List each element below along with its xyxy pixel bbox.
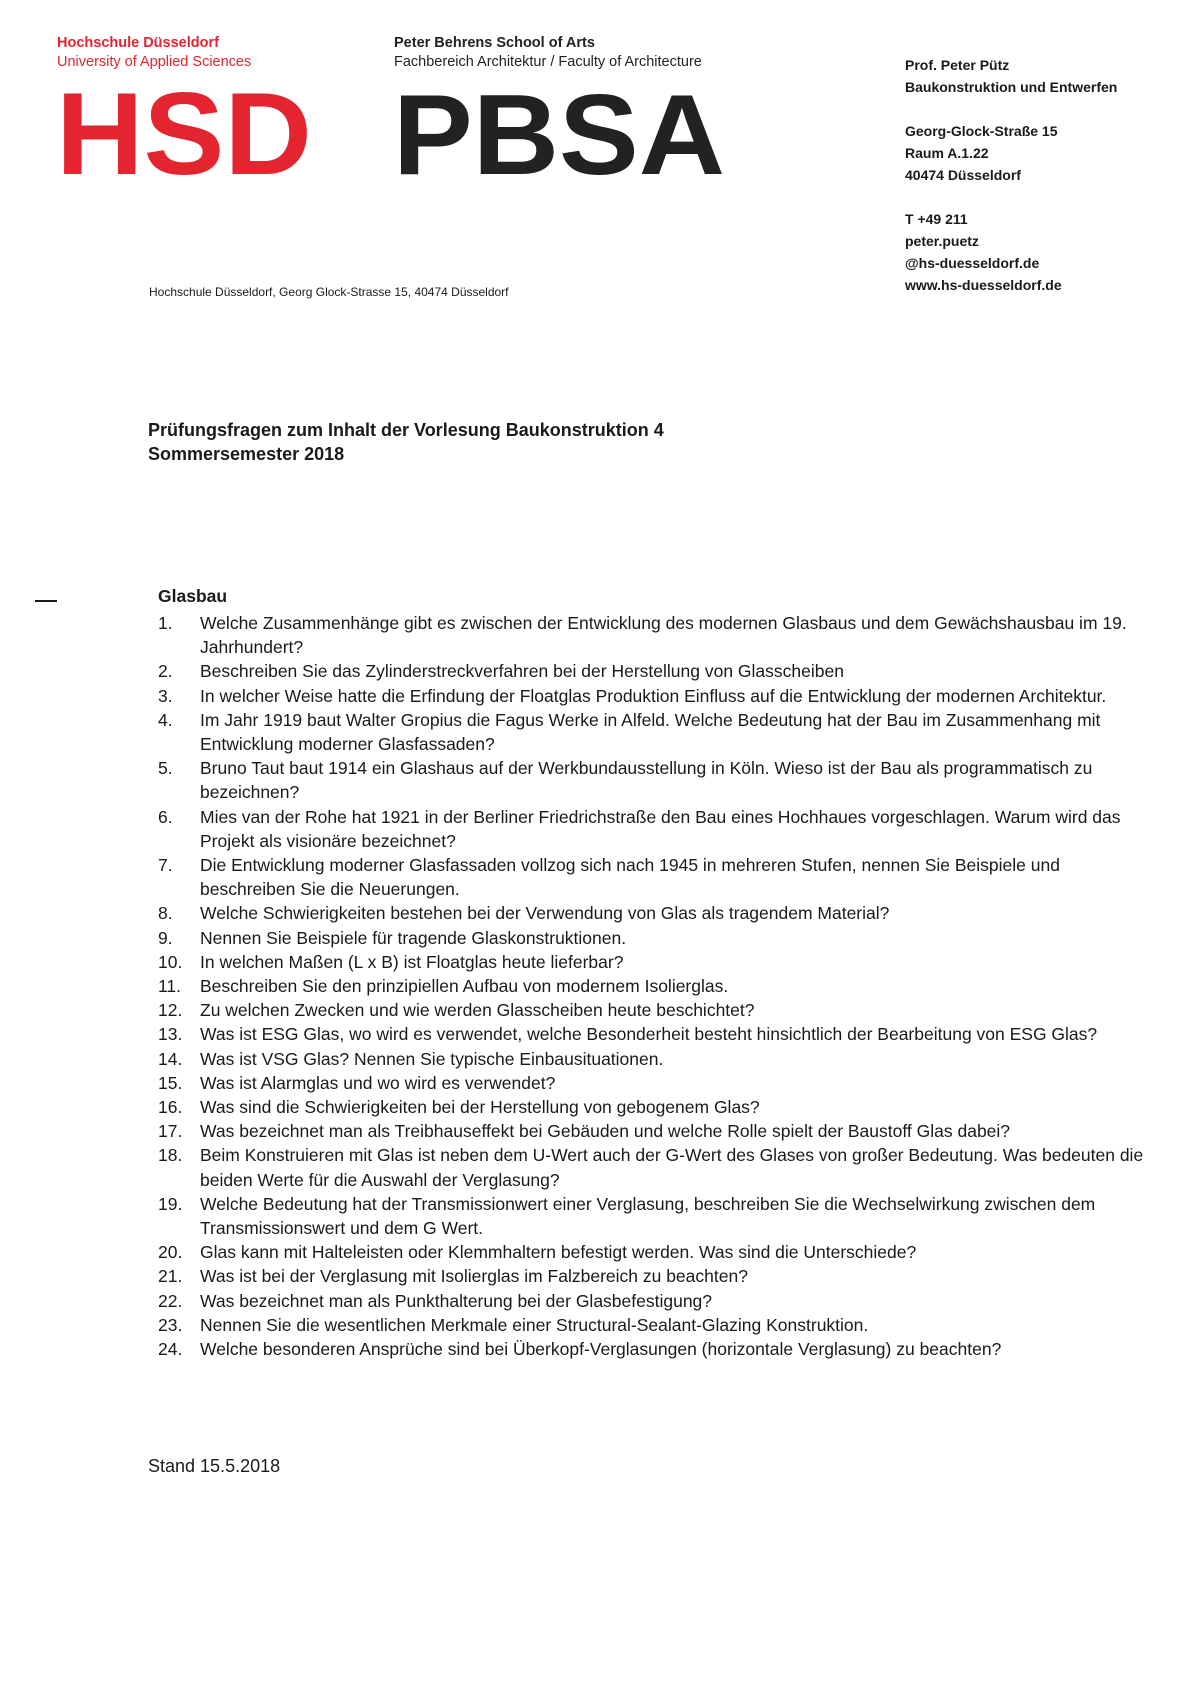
question-text: In welchen Maßen (L x B) ist Floatglas heute lieferbar? [200,951,624,972]
list-item [158,805,1158,853]
contact-city: 40474 Düsseldorf [905,167,1021,183]
question-number: 16. [158,1097,183,1118]
contact-phone: T +49 211 [905,211,968,227]
question-number: 6. [158,806,173,827]
list-item [158,659,1158,683]
document-title [148,418,664,466]
list-item [158,926,1158,950]
question-number: 8. [158,903,173,924]
title-line-1: Prüfungsfragen zum Inhalt der Vorlesung Baukonstruktion 4 [148,420,664,440]
contact-person: Prof. Peter Pütz [905,57,1010,73]
question-text: Welche Schwierigkeiten bestehen bei der Verwendung von Glas als tragendem Material? [200,903,890,924]
list-item [158,1071,1158,1095]
question-number: 7. [158,855,173,876]
question-text: Nennen Sie die wesentlichen Merkmale einer Structural-Sealant-Glazing Konstruktion. [200,1314,869,1335]
question-number: 18. [158,1145,183,1166]
question-number: 15. [158,1072,183,1093]
question-number: 2. [158,661,173,682]
pbsa-name: Peter Behrens School of Arts [394,35,595,51]
list-item [158,1047,1158,1071]
pbsa-logo [393,88,729,182]
list-item [158,611,1158,659]
question-number: 12. [158,1000,183,1021]
list-item [158,684,1158,708]
list-item [158,756,1158,804]
question-number: 19. [158,1193,183,1214]
question-number: 3. [158,685,173,706]
section-heading: Glasbau [158,586,228,606]
list-item [158,901,1158,925]
question-number: 5. [158,758,173,779]
question-text: In welcher Weise hatte die Erfindung der Floatglas Produktion Einfluss auf die Entwicklung der modernen Architektur. [200,685,1107,706]
question-text: Was bezeichnet man als Punkthalterung bei der Glasbefestigung? [200,1290,713,1311]
pbsa-logo-text: PBSA [393,88,725,182]
question-text: Welche Zusammenhänge gibt es zwischen der Entwicklung des modernen Glasbaus und dem Gewächshausbau im 19. Jahrhundert? [200,613,1127,658]
question-text: Was ist Alarmglas und wo wird es verwendet? [200,1072,556,1093]
list-item [158,1240,1158,1264]
hsd-logo [56,86,316,182]
question-text: Was ist ESG Glas, wo wird es verwendet, welche Besonderheit besteht hinsichtlich der Bearbeitung von ESG Glas? [200,1024,1098,1045]
list-item [158,1022,1158,1046]
question-number: 22. [158,1290,183,1311]
question-text: Glas kann mit Halteleisten oder Klemmhaltern befestigt werden. Was sind die Unterschiede? [200,1242,917,1263]
hsd-logo-text: HSD [56,86,312,182]
question-text: Was sind die Schwierigkeiten bei der Herstellung von gebogenem Glas? [200,1097,760,1118]
list-item [158,1192,1158,1240]
question-text: Nennen Sie Beispiele für tragende Glaskonstruktionen. [200,927,627,948]
question-text: Was ist bei der Verglasung mit Isolierglas im Falzbereich zu beachten? [200,1266,748,1287]
list-item [158,853,1158,901]
list-item [158,1143,1158,1191]
contact-street: Georg-Glock-Straße 15 [905,123,1058,139]
question-number: 4. [158,709,173,730]
question-text: Die Entwicklung moderner Glasfassaden vollzog sich nach 1945 in mehreren Stufen, nennen Sie Beispiele und beschreiben Sie die Neuerungen. [200,855,1060,900]
question-number: 24. [158,1339,183,1360]
question-number: 21. [158,1266,183,1287]
question-number: 17. [158,1121,183,1142]
list-item [158,974,1158,998]
question-text: Beschreiben Sie das Zylinderstreckverfahren bei der Herstellung von Glasscheiben [200,661,844,682]
question-text: Welche Bedeutung hat der Transmissionwert einer Verglasung, beschreiben Sie die Wechselwirkung zwischen dem Transmissionswert und dem G Wert. [200,1193,1096,1239]
question-text: Was bezeichnet man als Treibhauseffekt bei Gebäuden und welche Rolle spielt der Baustoff Glas dabei? [200,1121,1011,1142]
pbsa-subtitle: Fachbereich Architektur / Faculty of Architecture [394,54,702,70]
title-line-2: Sommersemester 2018 [148,444,345,464]
question-number: 13. [158,1024,183,1045]
hsd-institution [57,34,251,72]
question-number: 20. [158,1242,183,1263]
question-number: 11. [158,976,182,997]
question-text: Beschreiben Sie den prinzipiellen Aufbau von modernem Isolierglas. [200,976,729,997]
question-number: 23. [158,1314,183,1335]
question-text: Im Jahr 1919 baut Walter Gropius die Fagus Werke in Alfeld. Welche Bedeutung hat der Bau im Zusammenhang mit Entwicklung moderner Glasfassaden? [200,709,1101,755]
fold-mark [35,600,57,602]
sender-address-line: Hochschule Düsseldorf, Georg Glock-Strasse 15, 40474 Düsseldorf [149,285,509,299]
question-text: Zu welchen Zwecken und wie werden Glasscheiben heute beschichtet? [200,1000,755,1021]
list-item [158,950,1158,974]
list-item [158,1313,1158,1337]
question-number: 14. [158,1048,183,1069]
list-item [158,708,1158,756]
question-list [158,611,1158,1361]
question-number: 10. [158,951,183,972]
hsd-subtitle: University of Applied Sciences [57,54,252,70]
question-number: 1. [158,613,173,633]
contact-web[interactable]: www.hs-duesseldorf.de [905,277,1062,293]
list-item [158,1264,1158,1288]
list-item [158,1095,1158,1119]
hsd-name: Hochschule Düsseldorf [57,35,219,51]
stand-date: Stand 15.5.2018 [148,1456,281,1476]
list-item [158,998,1158,1022]
question-text: Beim Konstruieren mit Glas ist neben dem U-Wert auch der G-Wert des Glases von großer Bedeutung. Was bedeuten die beiden Werte für die Auswahl der Verglasung? [200,1145,1144,1190]
list-item [158,1337,1158,1361]
pbsa-institution [394,34,702,72]
list-item [158,1119,1158,1143]
contact-email-line2[interactable]: @hs-duesseldorf.de [905,255,1040,271]
question-number: 9. [158,927,173,948]
contact-department: Baukonstruktion und Entwerfen [905,79,1118,95]
question-text: Was ist VSG Glas? Nennen Sie typische Einbausituationen. [200,1048,664,1069]
contact-email-line1[interactable]: peter.puetz [905,233,979,249]
list-item [158,1289,1158,1313]
question-text: Bruno Taut baut 1914 ein Glashaus auf der Werkbundausstellung in Köln. Wieso ist der Bau als programmatisch zu bezeichnen? [200,758,1093,803]
question-text: Welche besonderen Ansprüche sind bei Überkopf-Verglasungen (horizontale Verglasung) zu beachten? [200,1339,1002,1360]
contact-block [905,54,1117,296]
contact-room: Raum A.1.22 [905,145,989,161]
question-text: Mies van der Rohe hat 1921 in der Berliner Friedrichstraße den Bau eines Hochhaues vorgeschlagen. Warum wird das Projekt als visionäre bezeichnet? [200,806,1121,851]
